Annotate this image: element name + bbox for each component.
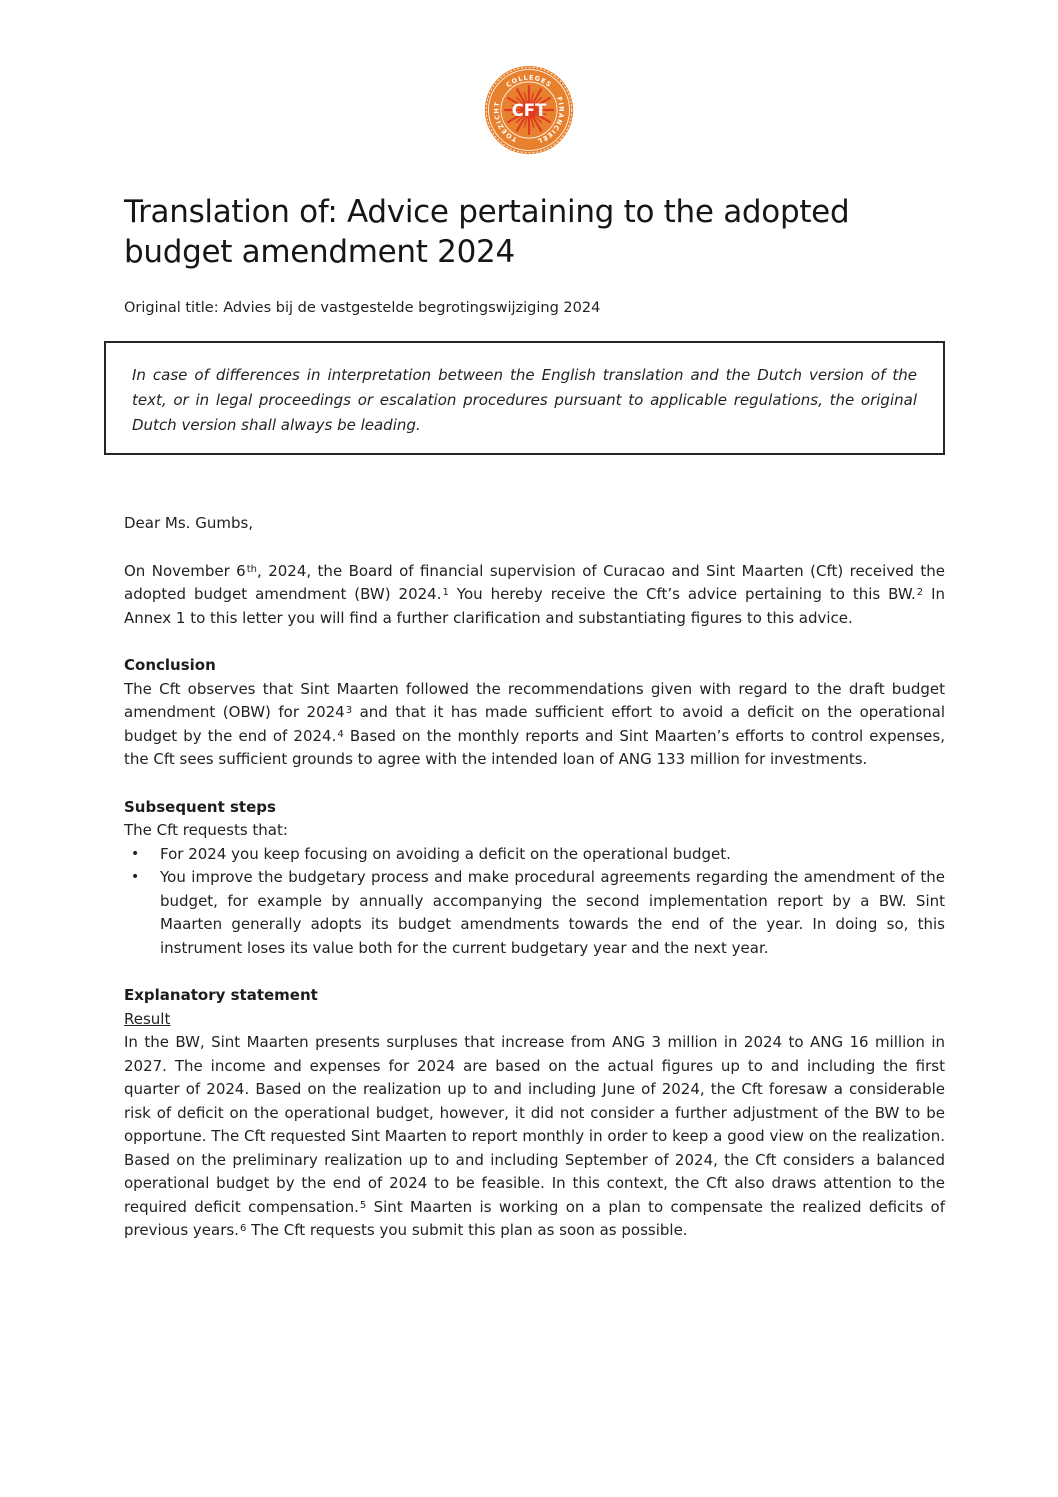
logo-ring-word-left: TOEZICHT	[492, 100, 519, 144]
explanatory-paragraph: In the BW, Sint Maarten presents surpluses that increase from ANG 3 million in 2024 to ANG 16 million in 2027. The income and expenses for 2024 are based on the actual figures up to and including the first quarter of 2024. Based on the realization up to and including June of 2024, the Cft foresaw a considerable risk of deficit on the operational budget, however, it did not consider a further adjustment of the BW to be opportune. The Cft requested Sint Maarten to report monthly in order to keep a good view on the realization. Based on the preliminary realization up to and including September of 2024, the Cft considers a balanced operational budget by the end of 2024 to be feasible. In this context, the Cft also draws attention to the required deficit compensation.$^5$ Sint Maarten is working on a plan to compensate the realized deficits of previous years.$^6$ The Cft requests you submit this plan as soon as possible.	[124, 1033, 945, 1239]
result-subheading: Result	[124, 1009, 171, 1028]
bullet-item	[124, 843, 945, 867]
letter-content	[0, 192, 1058, 1283]
bullet-icon: •	[131, 845, 140, 862]
original-title: Original title: Advies bij de vastgestelde begrotingswijziging 2024	[124, 300, 601, 316]
bullet-text: You improve the budgetary process and make procedural agreements regarding the amendment of the budget, for example by annually accompanying the second implementation report by a BW. Sint Maarten generally adopts its budget amendments towards the end of the year. In doing so, this instrument loses its value both for the current budgetary year and the next year.	[160, 868, 945, 957]
cft-logo	[483, 64, 575, 156]
logo-container	[0, 0, 1058, 156]
conclusion-paragraph: The Cft observes that Sint Maarten followed the recommendations given with regard to the draft budget amendment (OBW) for 2024$^3$ and that it has made sufficient effort to avoid a deficit on the operational budget by the end of 2024.$^4$ Based on the monthly reports and Sint Maarten’s efforts to control expenses, the Cft sees sufficient grounds to agree with the intended loan of ANG 133 million for investments.	[124, 679, 945, 768]
logo-center-text: CFT	[511, 100, 547, 120]
page-title-line-1: Translation of: Advice pertaining to the adopted	[124, 194, 850, 230]
page-title-line-2: budget amendment 2024	[124, 234, 515, 270]
conclusion-heading: Conclusion	[124, 656, 216, 674]
intro-paragraph: On November 6th, 2024, the Board of financial supervision of Curacao and Sint Maarten (Cft) received the adopted budget amendment (BW) 2024.$^1$ You hereby receive the Cft’s advice pertaining to this BW.$^2$ In Annex 1 to this letter you will find a further clarification and substantiating figures to this advice.	[124, 561, 946, 627]
bullet-text: For 2024 you keep focusing on avoiding a deficit on the operational budget.	[160, 844, 731, 863]
bullet-item	[124, 866, 945, 960]
explanatory-heading: Explanatory statement	[124, 986, 318, 1004]
salutation: Dear Ms. Gumbs,	[124, 514, 254, 532]
subsequent-steps-lead: The Cft requests that:	[124, 821, 288, 839]
logo-ring-word-right: FINANCIEEL	[535, 95, 566, 146]
bullet-list	[124, 843, 945, 961]
disclaimer-text: In case of differences in interpretation between the English translation and the Dutch version of the text, or in legal proceedings or escalation procedures pursuant to applicable regulations, the original Dutch version shall always be leading.	[132, 366, 917, 434]
bullet-icon: •	[131, 869, 140, 885]
disclaimer-box	[104, 341, 945, 455]
page-title	[124, 192, 945, 272]
subsequent-steps-heading: Subsequent steps	[124, 797, 276, 816]
logo-ring-word-top: COLLEGES	[504, 73, 554, 90]
